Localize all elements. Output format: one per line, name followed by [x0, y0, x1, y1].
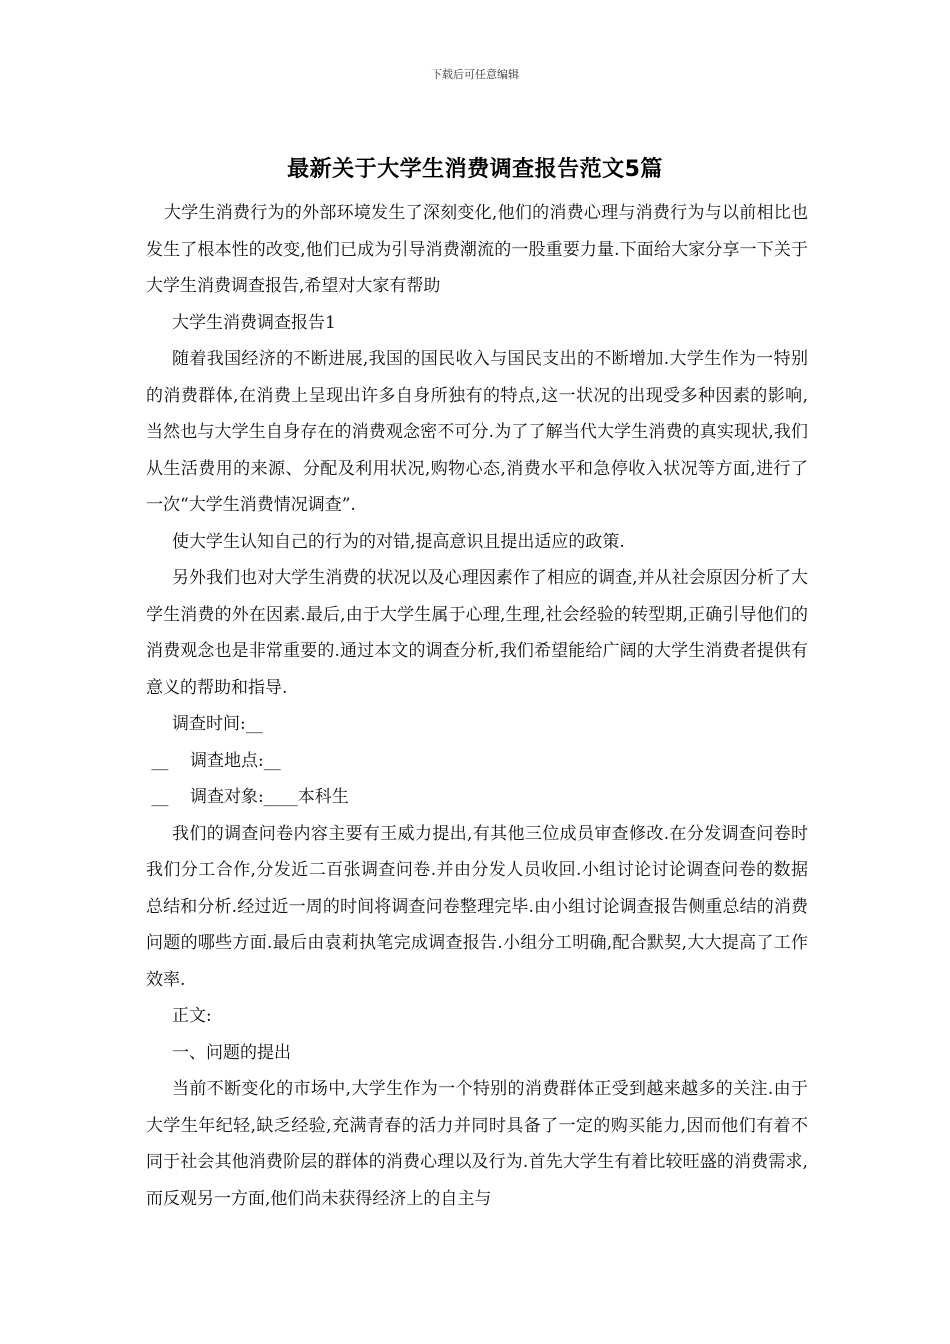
- section-heading-1: 一、问题的提出: [172, 1042, 291, 1063]
- survey-target: __ 调查对象:____本科生: [146, 787, 349, 807]
- document-body: [146, 195, 808, 1217]
- body-label: 正文:: [172, 1006, 212, 1026]
- paragraph-1: 随着我国经济的不断进展,我国的国民收入与国民支出的不断增加.大学生作为一特别的消费群体,在消费上呈现出许多自身所独有的特点,这一状况的出现受多种因素的影响,当然也与大学生自身存在的消费观念密不可分.为了了解当代大学生消费的真实现状,我们从生活费用的来源、分配及利用状况,购物心态,消费水平和急停收入状况等方面,进行了一次“大学生消费情况调查”.: [146, 349, 808, 515]
- paragraph-5: 当前不断变化的市场中,大学生作为一个特别的消费群体正受到越来越多的关注.由于大学生年纪轻,缺乏经验,充满青春的活力并同时具备了一定的购买能力,因而他们有着不同于社会其他消费阶层的群体的消费心理以及行为.首先大学生有着比较旺盛的消费需求,而反观另一方面,他们尚未获得经济上的自主与: [146, 1079, 808, 1209]
- document-title: 最新关于大学生消费调查报告范文5篇: [287, 157, 663, 182]
- header-note: 下载后可任意编辑: [431, 68, 519, 81]
- intro-paragraph: 大学生消费行为的外部环境发生了深刻变化,他们的消费心理与消费行为与以前相比也发生了根本性的改变,他们已成为引导消费潮流的一股重要力量.下面给大家分享一下关于大学生消费调查报告,希望对大家有帮助: [146, 203, 808, 296]
- survey-place: __ 调查地点:__: [146, 750, 281, 771]
- survey-time: 调查时间:__: [172, 714, 263, 734]
- report-heading: 大学生消费调查报告1: [172, 312, 336, 333]
- paragraph-4: 我们的调查问卷内容主要有王威力提出,有其他三位成员审查修改.在分发调查问卷时我们分工合作,分发近二百张调查问卷.并由分发人员收回.小组讨论讨论调查问卷的数据总结和分析.经过近一周的时间将调查问卷整理完毕.由小组讨论调查报告侧重总结的消费问题的哪些方面.最后由袁莉执笔完成调查报告.小组分工明确,配合默契,大大提高了工作效率.: [146, 823, 808, 990]
- paragraph-3: 另外我们也对大学生消费的状况以及心理因素作了相应的调查,并从社会原因分析了大学生消费的外在因素.最后,由于大学生属于心理,生理,社会经验的转型期,正确引导他们的消费观念也是非常重要的.通过本文的调查分析,我们希望能给广阔的大学生消费者提供有意义的帮助和指导.: [146, 568, 808, 698]
- paragraph-2: 使大学生认知自己的行为的对错,提高意识且提出适应的政策.: [172, 531, 625, 552]
